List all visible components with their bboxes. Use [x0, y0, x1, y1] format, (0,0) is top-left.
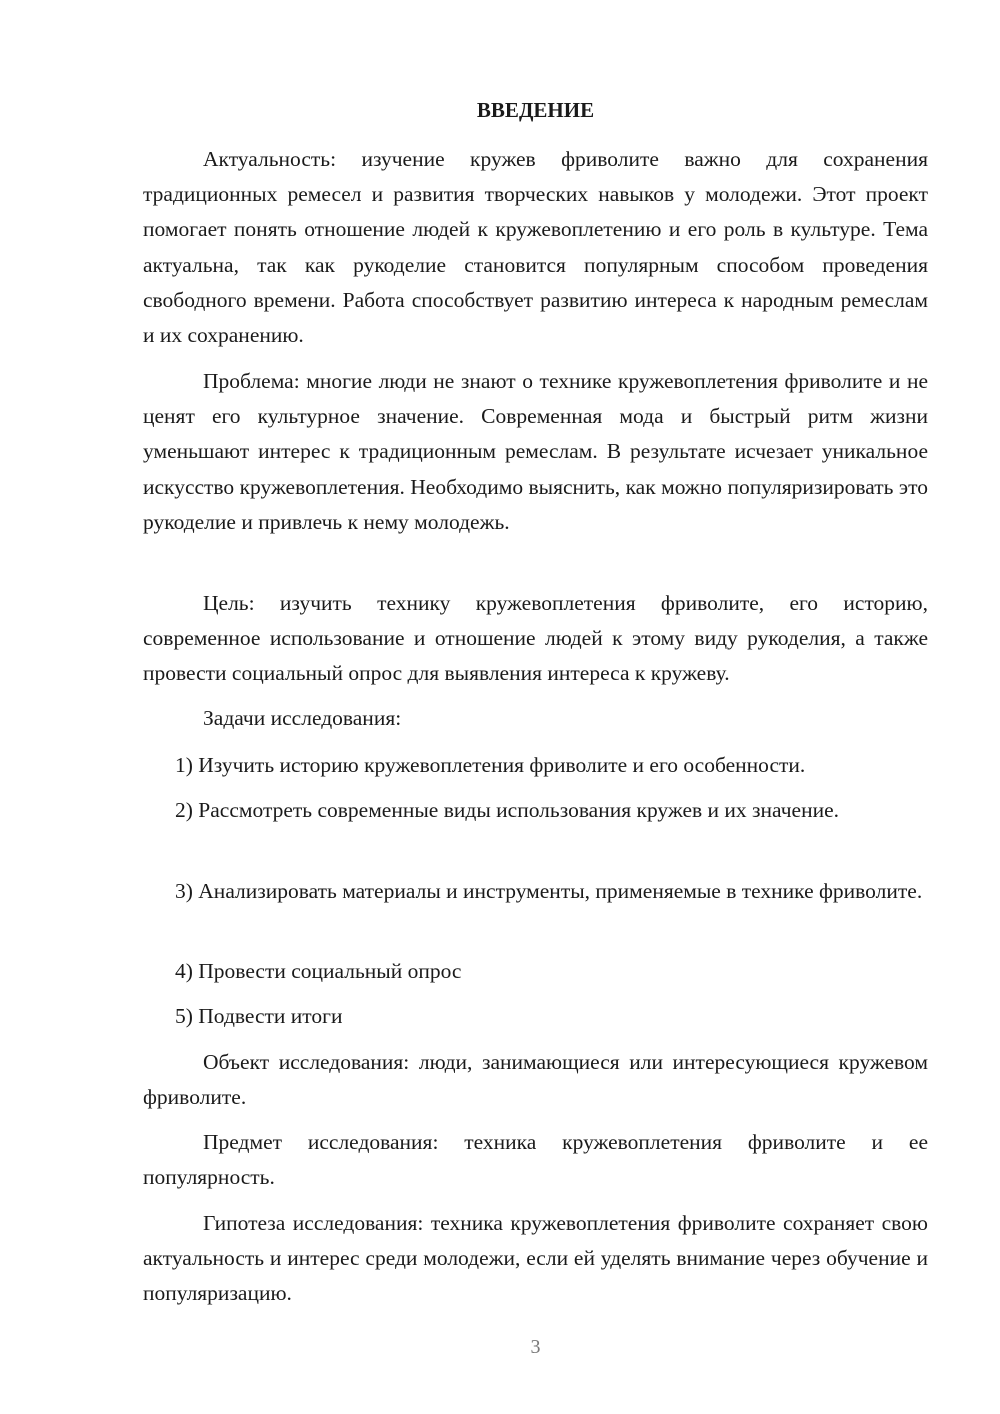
relevance-paragraph: Актуальность: изучение кружев фриволите важно для сохранения традиционных ремесел и развития творческих навыков у молодежи. Этот проект помогает понять отношение людей к кружевоплетению и его роль в культуре. Тема актуальна, так как рукоделие становится популярным способом проведения свободного времени. Работа способствует развитию интереса к народным ремеслам и их сохранению. — [143, 147, 928, 348]
page-title: ВВЕДЕНИЕ — [476, 98, 595, 122]
task-item: 4) Провести социальный опрос — [175, 959, 462, 983]
document-page — [143, 0, 928, 1414]
hypothesis-paragraph: Гипотеза исследования: техника кружевоплетения фриволите сохраняет свою актуальность и интерес среди молодежи, если ей уделять внимание через обучение и популяризацию. — [143, 1211, 928, 1306]
task-item: 2) Рассмотреть современные виды использования кружев и их значение. — [175, 798, 840, 822]
object-paragraph: Объект исследования: люди, занимающиеся или интересующиеся кружевом фриволите. — [143, 1050, 928, 1110]
tasks-heading: Задачи исследования: — [203, 706, 402, 730]
subject-paragraph: Предмет исследования: техника кружевоплетения фриволите и ее популярность. — [143, 1130, 928, 1190]
goal-paragraph: Цель: изучить технику кружевоплетения фриволите, его историю, современное использование и отношение людей к этому виду рукоделия, а также провести социальный опрос для выявления интереса к кружеву. — [143, 591, 928, 686]
task-item: 3) Анализировать материалы и инструменты, применяемые в технике фриволите. — [175, 879, 923, 903]
task-item: 5) Подвести итоги — [175, 1004, 343, 1028]
problem-paragraph: Проблема: многие люди не знают о технике кружевоплетения фриволите и не ценят его культурное значение. Современная мода и быстрый ритм жизни уменьшают интерес к традиционным ремеслам. В результате исчезает уникальное искусство кружевоплетения. Необходимо выяснить, как можно популяризировать это рукоделие и привлечь к нему молодежь. — [143, 369, 928, 534]
task-item: 1) Изучить историю кружевоплетения фриволите и его особенности. — [175, 753, 806, 777]
page-number: 3 — [530, 1336, 541, 1358]
